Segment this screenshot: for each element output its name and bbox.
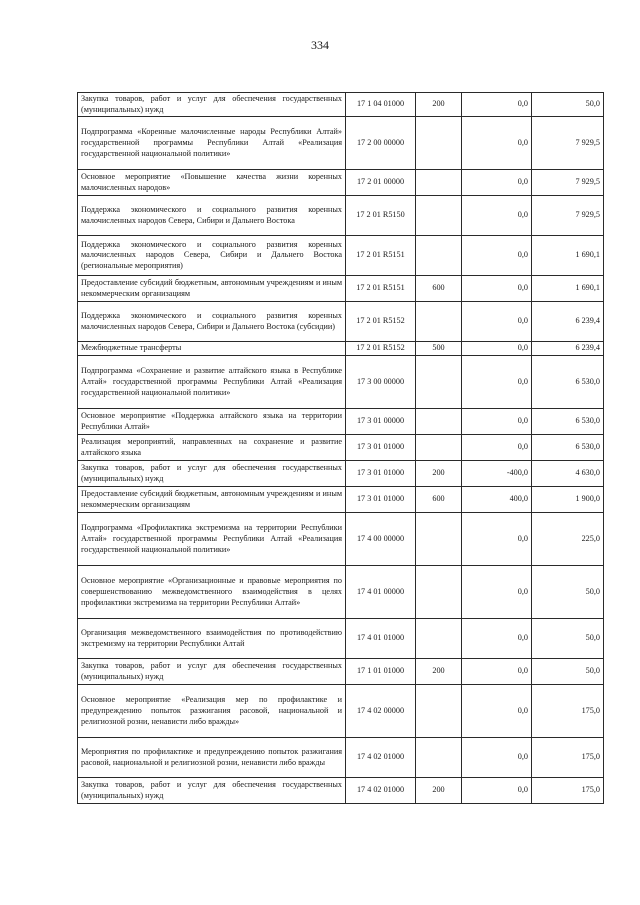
change-amount-cell: 0,0 [462,356,532,409]
row-name-cell: Поддержка экономического и социального развития коренных малочисленных народов Севера, Сибири и Дальнего Востока (субсидии) [78,302,346,342]
table-row [78,659,604,685]
change-amount-cell: 0,0 [462,342,532,356]
expense-type-cell [416,566,462,619]
total-amount-cell: 225,0 [532,513,604,566]
total-amount-cell: 6 530,0 [532,356,604,409]
target-code-cell: 17 2 01 R5151 [346,236,416,276]
table-row [78,117,604,170]
table-row [78,487,604,513]
change-amount-cell: 0,0 [462,276,532,302]
row-name-cell: Поддержка экономического и социального развития коренных малочисленных народов Севера, Сибири и Дальнего Востока [78,196,346,236]
table-row [78,778,604,804]
change-amount-cell: 0,0 [462,566,532,619]
change-amount-cell: 0,0 [462,196,532,236]
total-amount-cell: 7 929,5 [532,170,604,196]
target-code-cell: 17 4 01 00000 [346,566,416,619]
table-row [78,566,604,619]
expense-type-cell [416,738,462,778]
target-code-cell: 17 1 04 01000 [346,93,416,117]
change-amount-cell: 0,0 [462,117,532,170]
table-row [78,93,604,117]
target-code-cell: 17 4 02 01000 [346,778,416,804]
target-code-cell: 17 4 02 00000 [346,685,416,738]
table-row [78,619,604,659]
row-name-cell: Основное мероприятие «Поддержка алтайского языка на территории Республики Алтай» [78,409,346,435]
target-code-cell: 17 4 01 01000 [346,619,416,659]
total-amount-cell: 6 239,4 [532,342,604,356]
table-row [78,196,604,236]
table-row [78,276,604,302]
row-name-cell: Подпрограмма «Профилактика экстремизма на территории Республики Алтай» государственной программы Республики Алтай «Реализация государственной национальной политики» [78,513,346,566]
row-name-cell: Основное мероприятие «Реализация мер по профилактике и предупреждению попыток разжигания расовой, национальной и религиозной розни, ненависти либо вражды» [78,685,346,738]
total-amount-cell: 175,0 [532,685,604,738]
row-name-cell: Закупка товаров, работ и услуг для обеспечения государственных (муниципальных) нужд [78,93,346,117]
row-name-cell: Предоставление субсидий бюджетным, автономным учреждениям и иным некоммерческим организациям [78,276,346,302]
change-amount-cell: 0,0 [462,619,532,659]
total-amount-cell: 7 929,5 [532,196,604,236]
target-code-cell: 17 1 01 01000 [346,659,416,685]
row-name-cell: Основное мероприятие «Организационные и правовые мероприятия по совершенствованию межведомственного взаимодействия в целях профилактики экстремизма на территории Республики Алтай» [78,566,346,619]
row-name-cell: Закупка товаров, работ и услуг для обеспечения государственных (муниципальных) нужд [78,659,346,685]
change-amount-cell: 0,0 [462,93,532,117]
table-row [78,738,604,778]
change-amount-cell: 0,0 [462,409,532,435]
target-code-cell: 17 3 01 00000 [346,409,416,435]
table-row [78,513,604,566]
table-row [78,435,604,461]
change-amount-cell: 0,0 [462,685,532,738]
target-code-cell: 17 3 00 00000 [346,356,416,409]
total-amount-cell: 50,0 [532,93,604,117]
target-code-cell: 17 2 00 00000 [346,117,416,170]
total-amount-cell: 50,0 [532,619,604,659]
target-code-cell: 17 2 01 R5152 [346,342,416,356]
row-name-cell: Подпрограмма «Коренные малочисленные народы Республики Алтай» государственной программы Республики Алтай «Реализация государственной национальной политики» [78,117,346,170]
total-amount-cell: 175,0 [532,778,604,804]
total-amount-cell: 1 900,0 [532,487,604,513]
total-amount-cell: 6 530,0 [532,435,604,461]
page-number: 334 [311,38,329,52]
target-code-cell: 17 2 01 00000 [346,170,416,196]
expense-type-cell [416,409,462,435]
row-name-cell: Поддержка экономического и социального развития коренных малочисленных народов Севера, Сибири и Дальнего Востока (региональные мероприятия) [78,236,346,276]
change-amount-cell: -400,0 [462,461,532,487]
total-amount-cell: 1 690,1 [532,236,604,276]
expense-type-cell [416,170,462,196]
target-code-cell: 17 2 01 R5150 [346,196,416,236]
expense-type-cell [416,685,462,738]
row-name-cell: Предоставление субсидий бюджетным, автономным учреждениям и иным некоммерческим организациям [78,487,346,513]
expense-type-cell [416,513,462,566]
total-amount-cell: 6 530,0 [532,409,604,435]
expense-type-cell: 200 [416,93,462,117]
budget-table-body [78,93,604,804]
row-name-cell: Закупка товаров, работ и услуг для обеспечения государственных (муниципальных) нужд [78,461,346,487]
target-code-cell: 17 4 00 00000 [346,513,416,566]
expense-type-cell [416,356,462,409]
total-amount-cell: 6 239,4 [532,302,604,342]
expense-type-cell [416,196,462,236]
row-name-cell: Мероприятия по профилактике и предупреждению попыток разжигания расовой, национальной и религиозной розни, ненависти либо вражды [78,738,346,778]
expense-type-cell: 600 [416,487,462,513]
change-amount-cell: 0,0 [462,170,532,196]
expense-type-cell [416,117,462,170]
total-amount-cell: 50,0 [532,659,604,685]
expense-type-cell [416,236,462,276]
table-row [78,685,604,738]
row-name-cell: Организация межведомственного взаимодействия по противодействию экстремизму на территории Республики Алтай [78,619,346,659]
expense-type-cell [416,619,462,659]
table-row [78,409,604,435]
table-row [78,302,604,342]
row-name-cell: Закупка товаров, работ и услуг для обеспечения государственных (муниципальных) нужд [78,778,346,804]
table-row [78,356,604,409]
change-amount-cell: 0,0 [462,513,532,566]
budget-table [77,92,604,804]
change-amount-cell: 0,0 [462,778,532,804]
expense-type-cell: 200 [416,778,462,804]
target-code-cell: 17 3 01 01000 [346,435,416,461]
change-amount-cell: 0,0 [462,236,532,276]
total-amount-cell: 7 929,5 [532,117,604,170]
row-name-cell: Подпрограмма «Сохранение и развитие алтайского языка в Республике Алтай» государственной программы Республики Алтай «Реализация государственной национальной политики» [78,356,346,409]
target-code-cell: 17 3 01 01000 [346,461,416,487]
row-name-cell: Межбюджетные трансферты [78,342,346,356]
table-row [78,342,604,356]
target-code-cell: 17 3 01 01000 [346,487,416,513]
total-amount-cell: 50,0 [532,566,604,619]
expense-type-cell: 200 [416,659,462,685]
change-amount-cell: 0,0 [462,659,532,685]
expense-type-cell: 600 [416,276,462,302]
expense-type-cell: 500 [416,342,462,356]
total-amount-cell: 175,0 [532,738,604,778]
row-name-cell: Основное мероприятие «Повышение качества жизни коренных малочисленных народов» [78,170,346,196]
expense-type-cell: 200 [416,461,462,487]
expense-type-cell [416,435,462,461]
expense-type-cell [416,302,462,342]
target-code-cell: 17 2 01 R5152 [346,302,416,342]
table-row [78,461,604,487]
total-amount-cell: 1 690,1 [532,276,604,302]
change-amount-cell: 0,0 [462,302,532,342]
table-row [78,236,604,276]
change-amount-cell: 400,0 [462,487,532,513]
table-row [78,170,604,196]
total-amount-cell: 4 630,0 [532,461,604,487]
target-code-cell: 17 2 01 R5151 [346,276,416,302]
change-amount-cell: 0,0 [462,435,532,461]
target-code-cell: 17 4 02 01000 [346,738,416,778]
row-name-cell: Реализация мероприятий, направленных на сохранение и развитие алтайского языка [78,435,346,461]
change-amount-cell: 0,0 [462,738,532,778]
